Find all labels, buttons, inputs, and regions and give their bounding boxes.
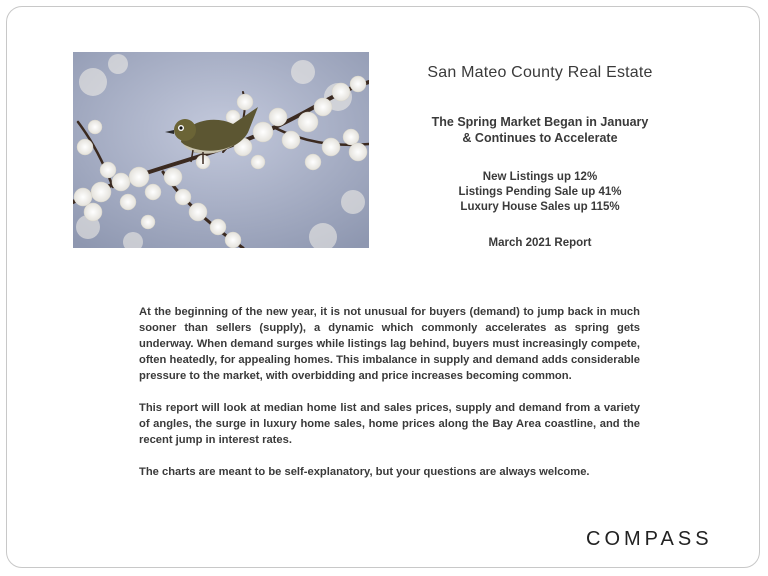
bird-blossom-illustration bbox=[73, 52, 369, 248]
compass-logo: COMPASS bbox=[586, 528, 713, 550]
stat-pending-sales: Listings Pending Sale up 41% bbox=[458, 186, 622, 198]
stat-luxury-sales: Luxury House Sales up 115% bbox=[460, 201, 620, 213]
header-block bbox=[380, 64, 700, 249]
subtitle-line-1: The Spring Market Began in January bbox=[431, 115, 649, 129]
body-text bbox=[139, 304, 640, 496]
body-paragraph-3: The charts are meant to be self-explanatory, but your questions are always welcome. bbox=[139, 466, 590, 478]
body-paragraph-1: At the beginning of the new year, it is not unusual for buyers (demand) to jump back in much sooner than sellers (supply), a dynamic which commonly accelerates as spring gets underway. When demand surges while listings lag behind, buyers must increasingly compete, often heatedly, for appealing homes. This imbalance in supply and demand adds considerable pressure to the market, with overbidding and price increases becoming common. bbox=[139, 306, 640, 382]
report-date: March 2021 Report bbox=[488, 237, 592, 249]
subtitle bbox=[380, 114, 700, 146]
stat-new-listings: New Listings up 12% bbox=[482, 171, 598, 183]
body-paragraph-2: This report will look at median home list and sales prices, supply and demand from a variety of angles, the surge in luxury home sales, home prices along the Bay Area coastline, and the recent jump in interest rates. bbox=[139, 402, 640, 446]
subtitle-line-2: & Continues to Accelerate bbox=[462, 131, 618, 145]
page-title: San Mateo County Real Estate bbox=[427, 64, 653, 81]
stats-list bbox=[380, 170, 700, 215]
bird-blossom-photo bbox=[73, 52, 369, 248]
